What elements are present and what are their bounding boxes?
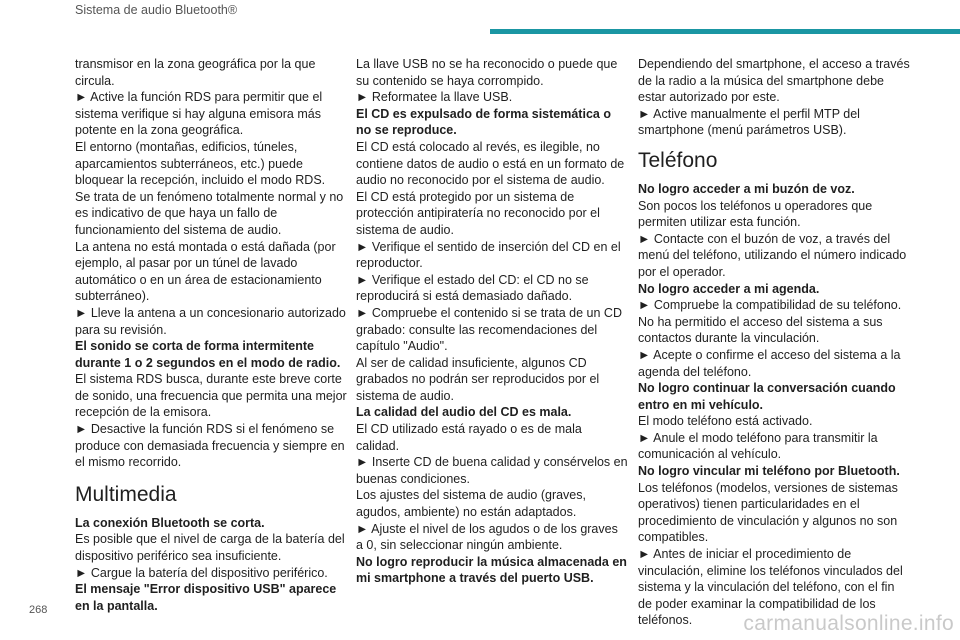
section-heading: Teléfono (638, 148, 718, 172)
problem-heading: No logro continuar la conversación cuando entro en mi vehículo. (638, 381, 896, 412)
paragraph: El entorno (montañas, edificios, túneles, aparcamientos subterráneos, etc.) puede bloquear la recepción, incluido el modo RDS. (75, 139, 326, 188)
paragraph: Son pocos los teléfonos u operadores que permiten utilizar esta función. (638, 198, 873, 230)
problem-heading: El mensaje "Error dispositivo USB" aparece en la pantalla. (75, 582, 337, 613)
problem-heading: No logro acceder a mi agenda. (638, 281, 820, 296)
paragraph: Los teléfonos (modelos, versiones de sistemas operativos) tienen particularidades en el procedimiento de vinculación y algunos no son compatibles. (638, 480, 898, 545)
paragraph: ► Contacte con el buzón de voz, a través del menú del teléfono, utilizando el número indicado por el operador. (638, 231, 907, 279)
problem-heading: La calidad del audio del CD es mala. (356, 405, 572, 420)
paragraph: Los ajustes del sistema de audio (graves, agudos, ambiente) no están adaptados. (356, 488, 586, 520)
paragraph: La llave USB no se ha reconocido o puede que su contenido se haya corrompido. (356, 57, 618, 88)
paragraph: El CD está colocado al revés, es ilegible, no contiene datos de audio o está en un formato de audio no reconocido por el sistema de audio. (356, 139, 625, 188)
paragraph: ► Active manualmente el perfil MTP del smartphone (menú parámetros USB). (638, 106, 860, 138)
column-2 (356, 56, 628, 587)
paragraph: ► Inserte CD de buena calidad y consérvelos en buenas condiciones. (356, 455, 628, 486)
column-1 (75, 56, 347, 614)
paragraph: ► Lleve la antena a un concesionario autorizado para su revisión. (75, 305, 346, 337)
paragraph: Al ser de calidad insuficiente, algunos CD grabados no podrán ser reproducidos por el sistema de audio. (356, 355, 600, 403)
paragraph: Dependiendo del smartphone, el acceso a través de la radio a la música del smartphone debe estar autorizado por este. (638, 57, 910, 105)
paragraph: Se trata de un fenómeno totalmente normal y no es indicativo de que haya un fallo de funcionamiento del sistema de audio. (75, 189, 344, 237)
paragraph: No ha permitido el acceso del sistema a sus contactos durante la vinculación. (638, 314, 883, 346)
paragraph: El CD está protegido por un sistema de protección antipiratería no reconocido por el sistema de audio. (356, 189, 600, 237)
paragraph: El CD utilizado está rayado o es de mala calidad. (356, 422, 582, 453)
paragraph: La antena no está montada o está dañada (por ejemplo, al pasar por un túnel de lavado automático o en un área de estacionamiento subterráneo). (75, 239, 336, 304)
header-accent-bar (490, 29, 960, 34)
paragraph: ► Compruebe la compatibilidad de su teléfono. (638, 298, 902, 313)
paragraph: El modo teléfono está activado. (638, 414, 813, 429)
problem-heading: No logro reproducir la música almacenada en mi smartphone a través del puerto USB. (356, 554, 627, 586)
paragraph: ► Acepte o confirme el acceso del sistema a la agenda del teléfono. (638, 347, 901, 379)
paragraph: ► Cargue la batería del dispositivo periférico. (75, 565, 328, 580)
column-3 (638, 56, 910, 629)
problem-heading: No logro vincular mi teléfono por Bluetooth. (638, 464, 900, 479)
paragraph: ► Desactive la función RDS si el fenómeno se produce con demasiada frecuencia y siempre en el mismo recorrido. (75, 422, 345, 470)
paragraph: ► Verifique el sentido de inserción del CD en el reproductor. (356, 239, 621, 271)
paragraph: ► Antes de iniciar el procedimiento de vinculación, elimine los teléfonos vinculados del sistema y la vinculación del teléfono, con el fin de poder examinar la compatibilidad de los teléfonos. (638, 547, 903, 628)
paragraph: ► Compruebe el contenido si se trata de un CD grabado: consulte las recomendaciones del capítulo "Audio". (356, 305, 622, 354)
watermark: carmanualsonline.info (743, 612, 954, 635)
paragraph: ► Verifique el estado del CD: el CD no se reproducirá si está demasiado dañado. (356, 272, 589, 304)
paragraph: ► Active la función RDS para permitir que el sistema verifique si hay alguna emisora más potente en la zona geográfica. (75, 90, 323, 138)
paragraph: ► Anule el modo teléfono para transmitir la comunicación al vehículo. (638, 430, 878, 462)
paragraph: Es posible que el nivel de carga de la batería del dispositivo periférico sea insuficiente. (75, 532, 345, 564)
running-header: Sistema de audio Bluetooth® (75, 3, 238, 17)
paragraph: transmisor en la zona geográfica por la que circula. (75, 57, 316, 88)
problem-heading: La conexión Bluetooth se corta. (75, 515, 265, 530)
problem-heading: El sonido se corta de forma intermitente durante 1 o 2 segundos en el modo de radio. (75, 339, 341, 370)
page-number: 268 (29, 604, 48, 616)
problem-heading: No logro acceder a mi buzón de voz. (638, 181, 855, 196)
problem-heading: El CD es expulsado de forma sistemática o no se reproduce. (356, 106, 611, 138)
section-heading: Multimedia (75, 482, 177, 506)
paragraph: ► Ajuste el nivel de los agudos o de los graves a 0, sin seleccionar ningún ambiente. (356, 521, 618, 553)
paragraph: ► Reformatee la llave USB. (356, 90, 513, 105)
paragraph: El sistema RDS busca, durante este breve corte de sonido, una frecuencia que permita una mejor recepción de la emisora. (75, 372, 347, 420)
